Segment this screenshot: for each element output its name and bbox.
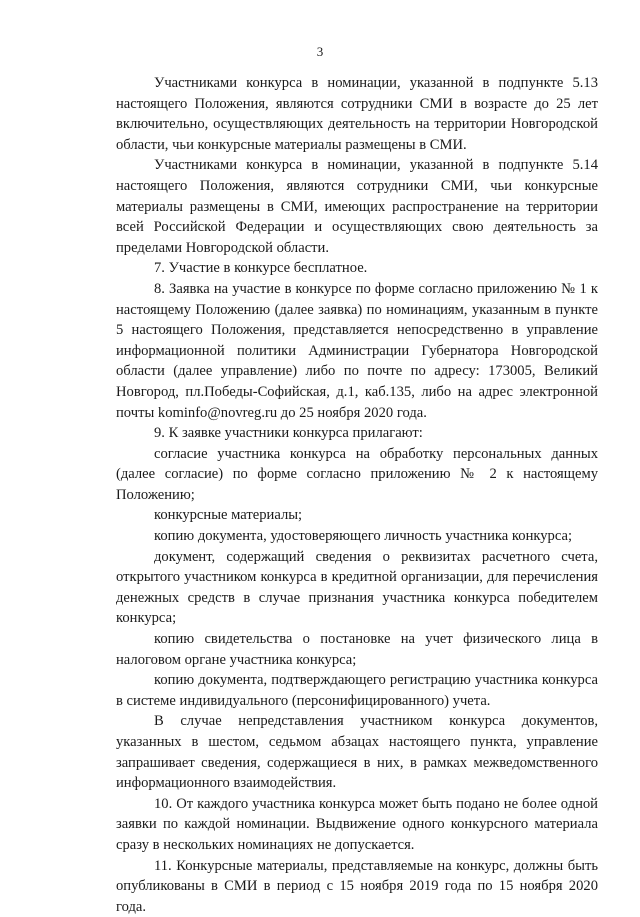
paragraph-nomination-5-13: Участниками конкурса в номинации, указанной в подпункте 5.13 настоящего Положения, являются сотрудники СМИ в возрасте до 25 лет включительно, осуществляющих деятельность на территории Новгородской области, чьи конкурсные материалы размещены в СМИ. (116, 75, 598, 153)
paragraph-consent: согласие участника конкурса на обработку персональных данных (далее согласие) по форме согласно приложению № 2 к настоящему Положению; (116, 445, 598, 503)
paragraph-bank-details: документ, содержащий сведения о реквизитах расчетного счета, открытого участником конкурса в кредитной организации, для перечисления денежных средств в случае признания участника конкурса победителем конкурса; (116, 548, 598, 627)
paragraph-item-7: 7. Участие в конкурсе бесплатное. (154, 260, 368, 277)
document-body (116, 73, 598, 917)
paragraph-materials: конкурсные материалы; (154, 507, 303, 524)
paragraph-item-8: 8. Заявка на участие в конкурсе по форме согласно приложению № 1 к настоящему Положению (далее заявка) по номинациям, указанным в пункте 5 настоящего Положения, представляется непосредственно в управление информационной политики Администрации Губернатора Новгородской области (далее управление) либо по почте по адресу: 173005, Великий Новгород, пл.Победы-Софийская, д.1, каб.135, либо на адрес электронной почты kominfo@novreg.ru до 25 ноября 2020 года. (116, 280, 598, 421)
paragraph-tax-certificate: копию свидетельства о постановке на учет физического лица в налоговом органе участника конкурса; (116, 631, 598, 668)
paragraph-missing-documents: В случае непредставления участником конкурса документов, указанных в шестом, седьмом абзацах настоящего пункта, управление запрашивает сведения, содержащиеся в них, в рамках межведомственного информационного взаимодействия. (116, 713, 598, 792)
paragraph-registration-copy: копию документа, подтверждающего регистрацию участника конкурса в системе индивидуального (персонифицированного) учета. (116, 672, 598, 709)
paragraph-item-10: 10. От каждого участника конкурса может быть подано не более одной заявки по каждой номинации. Выдвижение одного конкурсного материала сразу в нескольких номинациях не допускается. (116, 795, 598, 853)
paragraph-identity-copy: копию документа, удостоверяющего личность участника конкурса; (154, 528, 573, 545)
page-number: 3 (316, 44, 324, 59)
paragraph-item-9: 9. К заявке участники конкурса прилагают: (154, 425, 423, 442)
paragraph-item-11: 11. Конкурсные материалы, представляемые на конкурс, должны быть опубликованы в СМИ в период с 15 ноября 2019 года по 15 ноября 2020 года. (116, 857, 598, 915)
paragraph-nomination-5-14: Участниками конкурса в номинации, указанной в подпункте 5.14 настоящего Положения, являются сотрудники СМИ, чьи конкурсные материалы размещены в СМИ, имеющих распространение на территории всей Российской Федерации и осуществляющих свою деятельность за пределами Новгородской области. (116, 157, 598, 256)
